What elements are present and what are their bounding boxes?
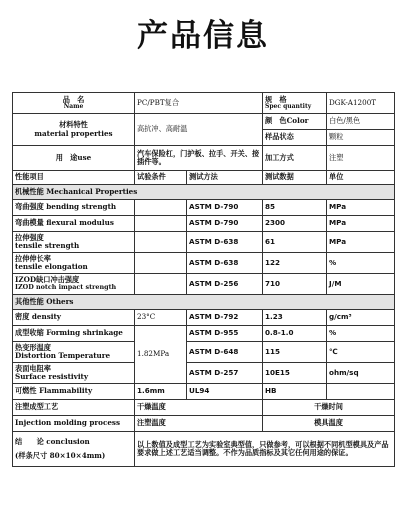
conclusion-title: 结 论 conclusion — [15, 436, 90, 446]
property-name-cn: IZOD缺口冲击强度 — [15, 275, 80, 285]
property-name: 密度 density — [13, 310, 135, 326]
test-data: 1.23 — [263, 310, 327, 326]
property-name-en: IZOD notch impact strength — [15, 283, 117, 292]
test-data: 115 — [263, 342, 327, 363]
use-row — [13, 146, 395, 171]
test-data: 10E15 — [263, 363, 327, 384]
property-name: 成型收缩 Forming shrinkage — [13, 326, 135, 342]
test-condition: 23°C — [135, 310, 187, 326]
test-method: ASTM D-955 — [187, 326, 263, 342]
test-data: 2300 — [263, 216, 327, 232]
dry-temp-label: 干燥温度 — [135, 400, 263, 416]
property-name-en: tensile strength — [15, 241, 80, 250]
test-data: 0.8-1.0 — [263, 326, 327, 342]
test-condition: 1.82MPa — [135, 326, 187, 384]
injection-label-cn: 注塑成型工艺 — [13, 400, 135, 416]
test-unit: MPa — [327, 200, 395, 216]
test-condition — [135, 232, 187, 253]
spec-table — [12, 92, 395, 467]
property-name-cn: 拉伸强度 — [15, 232, 44, 242]
spec-label-en: Spec quantity — [265, 102, 312, 110]
section-row — [13, 185, 395, 200]
test-data: 61 — [263, 232, 327, 253]
test-data: 122 — [263, 253, 327, 274]
mold-temp-label: 模具温度 — [263, 416, 395, 432]
material-label-cn: 材料特性 — [59, 120, 88, 130]
test-method: ASTM D-648 — [187, 342, 263, 363]
property-name-cn: 表面电阻率 — [15, 363, 51, 373]
property-name-cn: 拉伸伸长率 — [15, 253, 51, 263]
injection-label-en: Injection molding process — [13, 416, 135, 432]
page-title: 产品信息 — [137, 18, 269, 54]
sample-state-label: 样品状态 — [263, 130, 327, 146]
test-unit: % — [327, 253, 395, 274]
material-label — [13, 114, 135, 146]
dry-time-label: 干燥时间 — [263, 400, 395, 416]
table-row — [13, 274, 395, 295]
spec-label-cn: 规 格 — [265, 94, 287, 104]
test-data: HB — [263, 384, 327, 400]
test-unit: g/cm³ — [327, 310, 395, 326]
table-row — [13, 232, 395, 253]
test-unit: MPa — [327, 232, 395, 253]
test-unit — [327, 384, 395, 400]
property-name — [13, 232, 135, 253]
color-label: 颜 色Color — [263, 114, 327, 130]
test-unit: ℃ — [327, 342, 395, 363]
test-method: ASTM D-790 — [187, 216, 263, 232]
conclusion-text: 以上数值及成型工艺为实验室典型值，只做参考，可以根据不同机型模具及产品要求做上述工艺适当调整。不作为品质指标及其它任何用途的保证。 — [135, 432, 395, 467]
spec-label — [263, 93, 327, 114]
test-condition — [135, 253, 187, 274]
name-row — [13, 93, 395, 114]
use-value: 汽车保险杠，门护板、拉手、开关、接插件等。 — [135, 146, 263, 171]
section-row — [13, 295, 395, 310]
property-name — [13, 342, 135, 363]
test-method: ASTM D-256 — [187, 274, 263, 295]
test-condition — [135, 216, 187, 232]
color-value: 白色/黑色 — [327, 114, 395, 130]
test-method: ASTM D-790 — [187, 200, 263, 216]
column-header: 测试数据 — [263, 171, 327, 185]
table-row — [13, 216, 395, 232]
table-row — [13, 310, 395, 326]
test-data: 710 — [263, 274, 327, 295]
property-name-en: tensile elongation — [15, 262, 88, 271]
spec-value: DGK-A1200T — [327, 93, 395, 114]
use-label: 用 途use — [13, 146, 135, 171]
property-name-en: Surface resistivity — [15, 372, 89, 381]
test-condition: 1.6mm — [135, 384, 187, 400]
inject-temp-label: 注塑温度 — [135, 416, 263, 432]
test-unit: J/M — [327, 274, 395, 295]
table-row — [13, 384, 395, 400]
test-unit: MPa — [327, 216, 395, 232]
column-header: 性能项目 — [13, 171, 135, 185]
property-name: 弯曲强度 bending strength — [13, 200, 135, 216]
table-row — [13, 200, 395, 216]
test-data: 85 — [263, 200, 327, 216]
material-label-en: material properties — [34, 128, 113, 138]
sample-size: (样条尺寸 80×10×4mm) — [15, 451, 106, 460]
mech-section-title: 机械性能 Mechanical Properties — [13, 185, 395, 200]
column-header: 单位 — [327, 171, 395, 185]
property-name-en: Distortion Temperature — [15, 351, 111, 360]
conclusion-row — [13, 432, 395, 467]
test-method: ASTM D-792 — [187, 310, 263, 326]
property-name — [13, 363, 135, 384]
test-condition — [135, 274, 187, 295]
test-method: ASTM D-638 — [187, 232, 263, 253]
test-unit: % — [327, 326, 395, 342]
property-name: 可燃性 Flammability — [13, 384, 135, 400]
test-method: UL94 — [187, 384, 263, 400]
name-label-en: Name — [63, 102, 84, 110]
table-row — [13, 253, 395, 274]
property-name-cn: 热变形温度 — [15, 342, 51, 352]
process-value: 注塑 — [327, 146, 395, 171]
test-method: ASTM D-638 — [187, 253, 263, 274]
property-name: 弯曲模量 flexural modulus — [13, 216, 135, 232]
test-condition — [135, 200, 187, 216]
name-value: PC/PBT复合 — [135, 93, 263, 114]
name-label — [13, 93, 135, 114]
test-unit: ohm/sq — [327, 363, 395, 384]
test-method: ASTM D-257 — [187, 363, 263, 384]
injection-row — [13, 400, 395, 416]
injection-row — [13, 416, 395, 432]
name-label-cn: 品 名 — [62, 94, 85, 104]
conclusion-label — [13, 432, 135, 467]
column-header: 试验条件 — [135, 171, 187, 185]
process-label: 加工方式 — [263, 146, 327, 171]
table-row — [13, 363, 395, 384]
property-name — [13, 274, 135, 295]
sample-state-value: 颗粒 — [327, 130, 395, 146]
column-header-row — [13, 171, 395, 185]
material-value: 高抗冲、高耐温 — [135, 114, 263, 146]
table-row — [13, 342, 395, 363]
material-row — [13, 114, 395, 130]
column-header: 测试方法 — [187, 171, 263, 185]
other-section-title: 其他性能 Others — [13, 295, 395, 310]
property-name — [13, 253, 135, 274]
table-row — [13, 326, 395, 342]
